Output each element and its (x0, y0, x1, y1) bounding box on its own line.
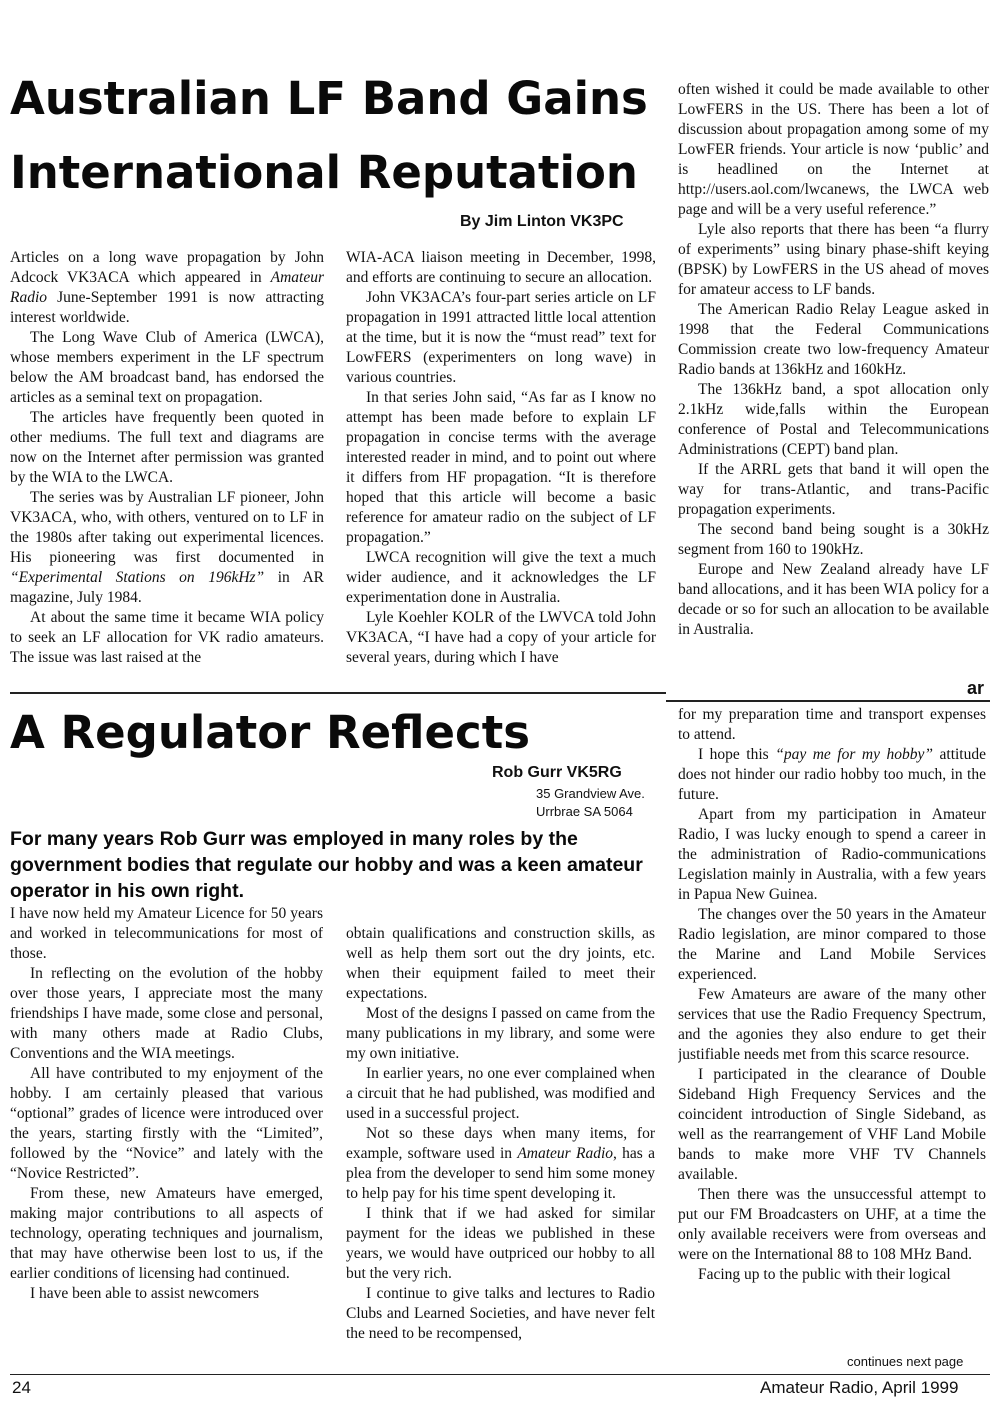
continues-next-page: continues next page (847, 1354, 964, 1369)
article1-column-3 (678, 80, 989, 680)
article2-column-1 (10, 904, 323, 1368)
text-run: attitude does not hinder our radio hobby too much, in the future. (678, 746, 986, 803)
paragraph (10, 328, 324, 408)
text-run: In reflecting on the evolution of the hobby over those years, I appreciate most the many friendships I have made, some close and personal, with many others made at Radio Clubs, Conventions and the WIA meetings. (10, 965, 323, 1062)
paragraph (346, 1284, 655, 1344)
author-address-line1: 35 Grandview Ave. (536, 786, 645, 801)
text-run: All have contributed to my enjoyment of the hobby. I am certainly pleased that various “optional” grades of licence were introduced over the years, starting firstly with the “Limited”, followed by the “Novice” and lately with the “Novice Restricted”. (10, 1065, 323, 1182)
paragraph (678, 520, 989, 560)
paragraph (678, 220, 989, 300)
paragraph (10, 964, 323, 1064)
paragraph (346, 248, 656, 288)
text-run: I continue to give talks and lectures to Radio Clubs and Learned Societies, and have never felt the need to be recompensed, (346, 1285, 655, 1342)
article1-title-line2: International Reputation (10, 146, 638, 199)
text-run: Europe and New Zealand already have LF band allocations, and it has been WIA policy for a decade or so for such an allocation to be available in Australia. (678, 561, 989, 638)
paragraph (346, 1064, 655, 1124)
text-run: If the ARRL gets that band it will open the way for trans-Atlantic, and trans-Pacific propagation experiments. (678, 461, 989, 518)
text-run: Not so these days when many items, for example, software used in (346, 1125, 655, 1162)
publication-issue: Amateur Radio, April 1999 (760, 1378, 959, 1397)
text-run: The 136kHz band, a spot allocation only 2.1kHz wide,falls within the European conference of Postal and Telecommunications Administrations (CEPT) band plan. (678, 381, 989, 458)
paragraph (678, 80, 989, 220)
text-run: Most of the designs I passed on came from the many publications in my library, and some were my own initiative. (346, 1005, 655, 1062)
end-of-article-mark: ar (966, 678, 984, 698)
article2-column-3 (678, 705, 986, 1350)
paragraph (346, 1204, 655, 1284)
paragraph (346, 548, 656, 608)
text-run: often wished it could be made available to other LowFERS in the US. There has been a lot of discussion about propagation among some of my LowFER friends. Your article is now ‘public’ and is headlined on the Internet at http://users.aol.com/lwcanews, the LWCA web page and will be a very useful reference.” (678, 81, 989, 218)
italic-text: “Experimental Stations on 196kHz” (10, 569, 265, 586)
paragraph (678, 1065, 986, 1185)
text-run: John VK3ACA’s four-part series article on LF propagation in 1991 attracted little local attention at the time, but it is now the “must read” text for LowFERS (experimenters on long wave) in various countries. (346, 289, 656, 386)
text-run: Articles on a long wave propagation by John Adcock VK3ACA which appeared in (10, 249, 324, 286)
text-run: Apart from my participation in Amateur Radio, I was lucky enough to spend a career in the administration of Radio-communications Legislation mainly in Australia, with a few years in Papua New Guinea. (678, 806, 986, 903)
article1-title-line1: Australian LF Band Gains (10, 72, 648, 125)
text-run: The American Radio Relay League asked in 1998 that the Federal Communications Commission create two low-frequency Amateur Radio bands at 136kHz and 160kHz. (678, 301, 989, 378)
italic-text: Amateur Radio (517, 1145, 614, 1162)
paragraph (346, 1004, 655, 1064)
section-divider-right (666, 700, 990, 702)
text-run: In earlier years, no one ever complained when a circuit that he had published, was modified and used in a successful project. (346, 1065, 655, 1122)
paragraph (10, 608, 324, 668)
text-run: Then there was the unsuccessful attempt to put our FM Broadcasters on UHF, at a time the only available receivers were from overseas and were on the International 88 to 108 MHz Band. (678, 1186, 986, 1263)
text-run: Few Amateurs are aware of the many other services that use the Radio Frequency Spectrum, and the agonies they also endure to get their justifiable needs met from this scarce resource. (678, 986, 986, 1063)
article2-column-2 (346, 924, 655, 1368)
article1-column-1 (10, 248, 324, 688)
author-address-line2: Urrbrae SA 5064 (536, 804, 633, 819)
text-run: Lyle Koehler KOLR of the LWVCA told John VK3ACA, “I have had a copy of your article for several years, during which I have (346, 609, 656, 666)
paragraph (346, 388, 656, 548)
text-run: I have been able to assist newcomers (30, 1285, 259, 1302)
article2-byline: Rob Gurr VK5RG (492, 764, 622, 781)
text-run: Facing up to the public with their logical (698, 1266, 951, 1283)
text-run: The second band being sought is a 30kHz segment from 160 to 190kHz. (678, 521, 989, 558)
paragraph (10, 1184, 323, 1284)
text-run: in AR magazine, July 1984. (10, 569, 324, 606)
article1-column-2 (346, 248, 656, 688)
text-run: I think that if we had asked for similar payment for the ideas we published in these years, we would have outpriced our hobby to all but the very rich. (346, 1205, 655, 1282)
paragraph (678, 745, 986, 805)
paragraph (10, 1064, 323, 1184)
italic-text: “pay me for my hobby” (775, 746, 933, 763)
article2-title: A Regulator Reflects (10, 706, 531, 759)
text-run: June-September 1991 is now attracting interest worldwide. (10, 289, 324, 326)
footer-rule (10, 1374, 990, 1375)
text-run: obtain qualifications and construction skills, as well as help them sort out the dry joints, etc. when their equipment failed to meet their expectations. (346, 925, 655, 1002)
paragraph (678, 460, 989, 520)
paragraph (10, 408, 324, 488)
text-run: for my preparation time and transport expenses to attend. (678, 706, 986, 743)
paragraph (346, 924, 655, 1004)
paragraph (10, 1284, 323, 1304)
text-run: I participated in the clearance of Double Sideband High Frequency Services and the coincident introduction of Single Sideband, as well as the rearrangement of VHF Land Mobile bands to make more VHF TV Channels available. (678, 1066, 986, 1183)
paragraph (678, 1185, 986, 1265)
text-run: At about the same time it became WIA policy to seek an LF allocation for VK radio amateurs. The issue was last raised at the (10, 609, 324, 666)
paragraph (10, 904, 323, 964)
paragraph (678, 560, 989, 640)
paragraph (346, 608, 656, 668)
paragraph (678, 1265, 986, 1285)
text-run: WIA-ACA liaison meeting in December, 1998, and efforts are continuing to secure an allocation. (346, 249, 656, 286)
paragraph (346, 1124, 655, 1204)
text-run: I hope this (698, 746, 776, 763)
article2-intro: For many years Rob Gurr was employed in many roles by the government bodies that regulate our hobby and was a keen amateur operator in his own right. (10, 828, 643, 902)
paragraph (678, 805, 986, 905)
text-run: In that series John said, “As far as I know no attempt has been made before to explain LF propagation in concise terms with the average interested reader in mind, and to point out where it differs from HF propagation. “It is therefore hoped that this article will become a basic reference for amateur radio on the subject of LF propagation.” (346, 389, 656, 546)
section-divider (10, 692, 666, 694)
text-run: LWCA recognition will give the text a much wider audience, and it acknowledges the LF experimentation done in Australia. (346, 549, 656, 606)
paragraph (678, 380, 989, 460)
text-run: Lyle also reports that there has been “a flurry of experiments” using binary phase-shift keying (BPSK) by LowFERS in the US ahead of moves for amateur access to LF bands. (678, 221, 989, 298)
paragraph (10, 488, 324, 608)
article1-byline: By Jim Linton VK3PC (460, 213, 624, 230)
paragraph (346, 288, 656, 388)
text-run: I have now held my Amateur Licence for 50 years and worked in telecommunications for most of those. (10, 905, 323, 962)
paragraph (678, 300, 989, 380)
text-run: The changes over the 50 years in the Amateur Radio legislation, are minor compared to those the Marine and Land Mobile Services experienced. (678, 906, 986, 983)
italic-text: Amateur Radio (10, 269, 324, 306)
text-run: The Long Wave Club of America (LWCA), whose members experiment in the LF spectrum below the AM broadcast band, has endorsed the articles as a seminal text on propagation. (10, 329, 324, 406)
page-number: 24 (12, 1378, 31, 1397)
text-run: The articles have frequently been quoted in other mediums. The full text and diagrams are now on the Internet after permission was granted by the WIA to the LWCA. (10, 409, 324, 486)
text-run: , has a plea from the developer to send him some money to help pay for his time spent developing it. (346, 1145, 655, 1202)
text-run: The series was by Australian LF pioneer, John VK3ACA, who, with others, ventured on to LF in the 1980s after taking out experimental licences. His pioneering was first documented in (10, 489, 324, 566)
paragraph (678, 705, 986, 745)
paragraph (678, 985, 986, 1065)
paragraph (678, 905, 986, 985)
text-run: From these, new Amateurs have emerged, making major contributions to all aspects of technology, operating techniques and journalism, that may have otherwise been lost to us, if the earlier conditions of licensing had continued. (10, 1185, 323, 1282)
paragraph (10, 248, 324, 328)
